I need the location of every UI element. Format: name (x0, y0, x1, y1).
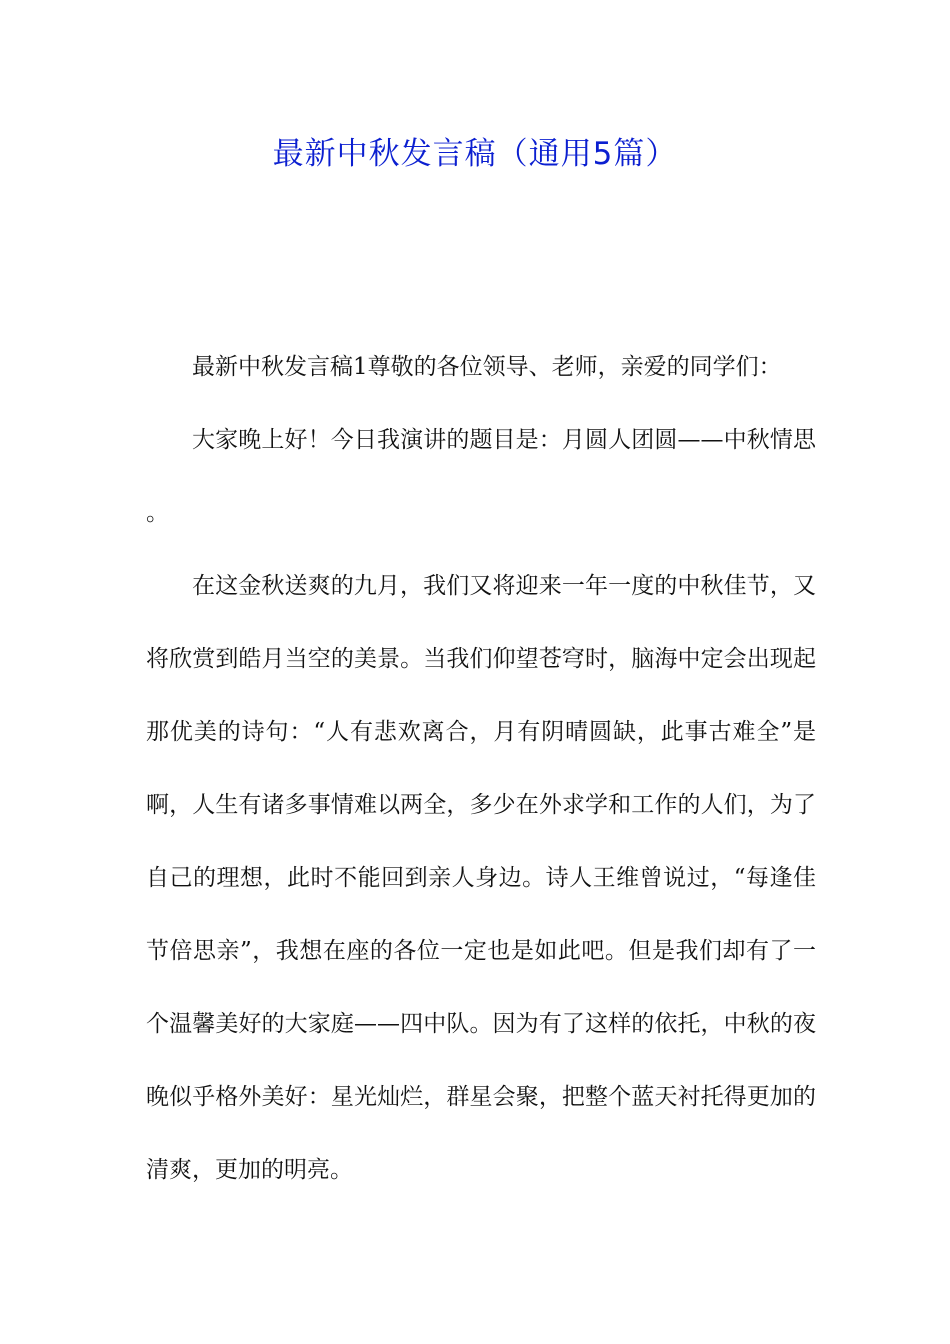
paragraph-topic: 大家晚上好！今日我演讲的题目是：月圆人团圆——中秋情思 。 (146, 427, 816, 526)
document-body (146, 331, 816, 1207)
paragraph-greeting: 最新中秋发言稿1尊敬的各位领导、老师，亲爱的同学们： (192, 354, 782, 380)
document-title: 最新中秋发言稿（通用5篇） (272, 136, 678, 172)
paragraph-main: 在这金秋送爽的九月，我们又将迎来一年一度的中秋佳节，又将欣赏到皓月当空的美景。当我们仰望苍穹时，脑海中定会出现起那优美的诗句：“人有悲欢离合，月有阴晴圆缺，此事古难全”是啊，人生有诸多事情难以两全，多少在外求学和工作的人们，为了自己的理想，此时不能回到亲人身边。诗人王维曾说过，“每逢佳节倍思亲”，我想在座的各位一定也是如此吧。但是我们却有了一个温馨美好的大家庭——四中队。因为有了这样的依托，中秋的夜晚似乎格外美好：星光灿烂，群星会聚，把整个蓝天衬托得更加的清爽，更加的明亮。 (146, 573, 816, 1183)
